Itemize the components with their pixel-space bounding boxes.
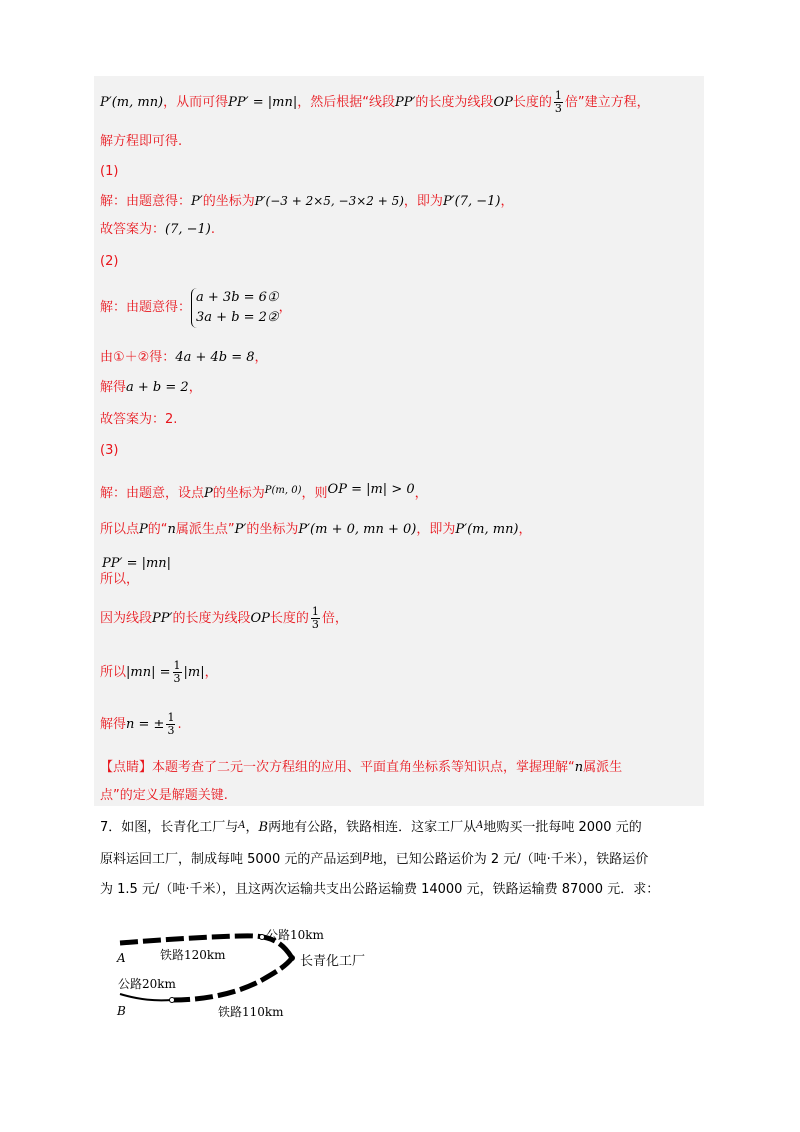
question-7-line-2: 原料运回工厂，制成每吨 5000 元的产品运到$^B$地，已知公路运价为 2 元/（吨·千米），铁路运价 [100, 852, 649, 867]
fraction: $\frac{1}{3}$ [167, 711, 175, 737]
text: 长度的 [512, 95, 552, 110]
math-expr: P′(m, mn) [100, 95, 164, 110]
railway-bottom-line [172, 958, 292, 1000]
road-bottom-line [120, 994, 172, 1000]
part-3-relation: 因为线段PP′的长度为线段OP长度的 $\frac{1}{3}$ 倍， [100, 605, 348, 631]
label-road-20: 公路20km [118, 977, 176, 991]
text: 的长度为线段 [415, 95, 494, 110]
equation-system: a + 3b = 6① 3a + b = 2② [191, 288, 279, 328]
part-2-answer: 故答案为：2. [100, 412, 178, 427]
math-expr: PP′ = |mn| [228, 95, 298, 110]
part-2-result: 解得a + b = 2， [100, 380, 202, 395]
label-point-b: B [117, 1004, 126, 1018]
part-3-equation: 所以|mn| = $\frac{1}{3}$ |m|， [100, 659, 218, 685]
fraction: $\frac{1}{3}$ [311, 605, 319, 631]
fraction: $\frac{1}{3}$ [173, 659, 181, 685]
text: ，然后根据“线段 [297, 95, 395, 110]
part-3-length: PP′ = |mn| 所以， [100, 556, 172, 587]
label-road-10: 公路10km [266, 928, 324, 942]
junction-dot-top [260, 935, 265, 940]
math-expr: PP′ [394, 95, 416, 110]
text: ，从而可得 [163, 95, 229, 110]
part-1-label: (1) [100, 164, 119, 179]
label-point-a: A [117, 951, 126, 965]
factory-dot [289, 955, 295, 961]
label-rail-110: 铁路110km [218, 1005, 284, 1019]
text: 倍”建立方程， [564, 95, 650, 110]
question-7-line-3: 为 1.5 元/（吨·千米），且这两次运输共支出公路运输费 14000 元，铁路运输费 87000 元．求： [100, 882, 660, 897]
part-2-solution: 解：由题意得： a + 3b = 6① 3a + b = 2② ， [100, 288, 292, 328]
label-rail-120: 铁路120km [160, 948, 226, 962]
part-3-derived-point: 所以点P的“n属派生点”P′的坐标为P′(m + 0, mn + 0)，即为P′(m, mn)， [100, 522, 532, 537]
part-2-step: 由①＋②得：4a + 4b = 8， [100, 350, 268, 365]
part-3-setup: 解：由题意，设点P的坐标为$^{P(m, 0)}$，则OP = |m| > 0， [100, 482, 428, 501]
comment-line-2: 点”的定义是解题关键. [100, 788, 228, 803]
junction-dot-bottom [170, 998, 175, 1003]
part-3-result: 解得n = ± $\frac{1}{3}$ . [100, 711, 182, 737]
comment-line-1: 【点睛】本题考查了二元一次方程组的应用、平面直角坐标系等知识点，掌握理解“n属派生 [100, 760, 623, 775]
part-1-answer: 故答案为：(7, −1). [100, 222, 215, 237]
part-2-label: (2) [100, 254, 119, 269]
question-7-line-1: 7．如图，长青化工厂与$^A$，B两地有公路，铁路相连．这家工厂从$^A$地购买一批每吨 2000 元的 [100, 820, 642, 835]
solution-intro-line-2: 解方程即可得. [100, 134, 183, 149]
part-3-label: (3) [100, 443, 119, 458]
math-expr: OP [493, 95, 513, 110]
label-factory: 长青化工厂 [300, 954, 366, 969]
part-1-solution: 解：由题意得：P′的坐标为P′(−3 + 2×5, −3×2 + 5)，即为P′(7, −1)， [100, 194, 514, 209]
fraction: $\frac{1}{3}$ [554, 89, 562, 115]
